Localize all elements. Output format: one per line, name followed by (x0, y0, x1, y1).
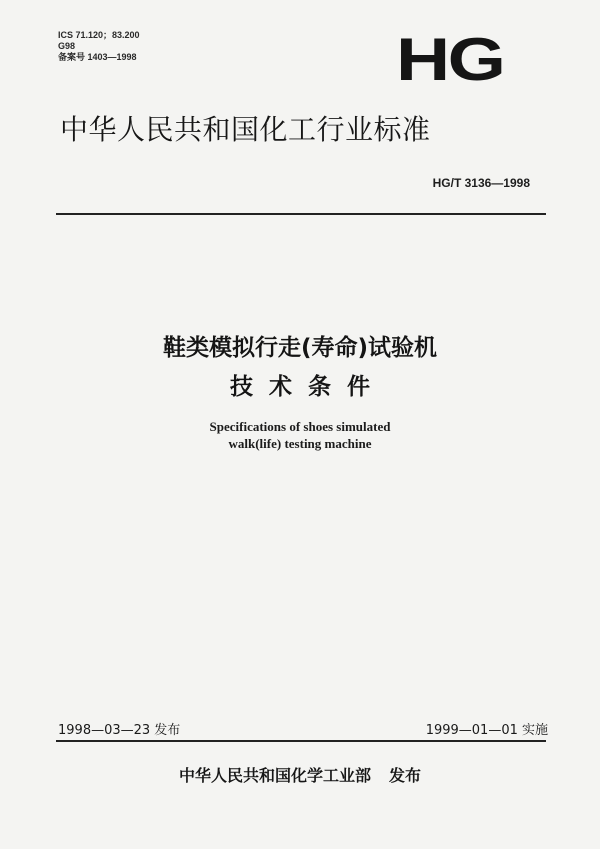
publisher-action: 发布 (389, 766, 422, 785)
classification-codes (58, 30, 140, 63)
hg-logo: HG (396, 26, 504, 93)
standard-title: 中华人民共和国化工行业标准 (60, 113, 431, 146)
standard-code: HG/T 3136—1998 (432, 176, 530, 190)
bottom-divider (56, 740, 546, 742)
document-title-cn-line1: 鞋类模拟行走(寿命)试验机 (162, 335, 438, 361)
registration-number: 备案号 1403—1998 (58, 52, 137, 62)
category-code: G98 (58, 41, 76, 51)
document-title-en-line2: walk(life) testing machine (228, 436, 372, 451)
publisher-name: 中华人民共和国化学工业部 (178, 766, 371, 785)
issue-date: 1998—03—23 发布 (58, 723, 181, 738)
document-title-en-line1: Specifications of shoes simulated (209, 419, 391, 434)
top-divider (56, 213, 546, 215)
publisher-line (0, 763, 600, 786)
document-title-cn-line2: 技术条件 (230, 374, 386, 400)
effective-date: 1999—01—01 实施 (425, 723, 548, 738)
ics-code: ICS 71.120；83.200 (58, 30, 140, 40)
